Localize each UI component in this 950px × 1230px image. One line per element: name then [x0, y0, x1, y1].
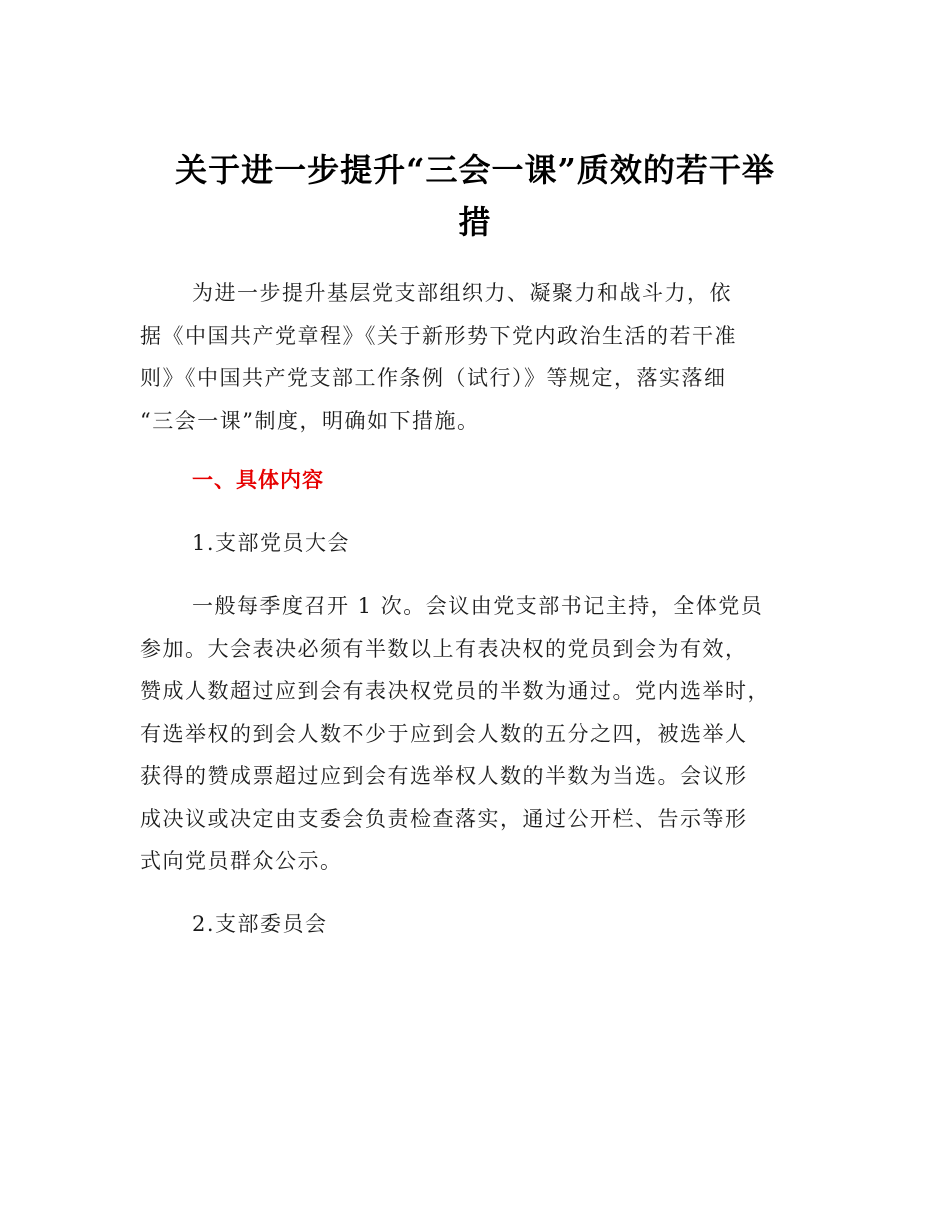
- subsection-title-branch-member-meeting: 1.支部党员大会: [192, 531, 351, 555]
- intro-line: 据《中国共产党章程》《关于新形势下党内政治生活的若干准: [140, 323, 737, 348]
- intro-line: “三会一课”制度，明确如下措施。: [140, 408, 480, 433]
- paragraph-line: 赞成人数超过应到会有表决权党员的半数为通过。党内选举时，: [140, 679, 770, 703]
- paragraph-line: 成决议或决定由支委会负责检查落实，通过公开栏、告示等形: [140, 806, 748, 831]
- intro-line: 则》《中国共产党支部工作条例（试行）》等规定，落实落细: [140, 366, 727, 390]
- document-title-line-1: 关于进一步提升“三会一课”质效的若干举: [175, 151, 775, 189]
- section-heading-specific-content: 一、具体内容: [192, 468, 324, 492]
- paragraph-line: 参加。大会表决必须有半数以上有表决权的党员到会为有效，: [140, 636, 748, 661]
- paragraph-line: 式向党员群众公示。: [140, 849, 343, 873]
- intro-paragraph: [140, 272, 820, 442]
- paragraph-line: 获得的赞成票超过应到会有选举权人数的半数为当选。会议形: [140, 764, 748, 788]
- subsection-title-branch-committee: 2.支部委员会: [192, 912, 328, 936]
- paragraph-line: 一般每季度召开 1 次。会议由党支部书记主持，全体党员: [192, 594, 764, 618]
- document-title-line-2: 措: [458, 203, 492, 241]
- intro-line: 为进一步提升基层党支部组织力、凝聚力和战斗力，依: [192, 281, 732, 305]
- member-meeting-paragraph: [140, 585, 820, 883]
- paragraph-line: 有选举权的到会人数不少于应到会人数的五分之四，被选举人: [140, 721, 748, 746]
